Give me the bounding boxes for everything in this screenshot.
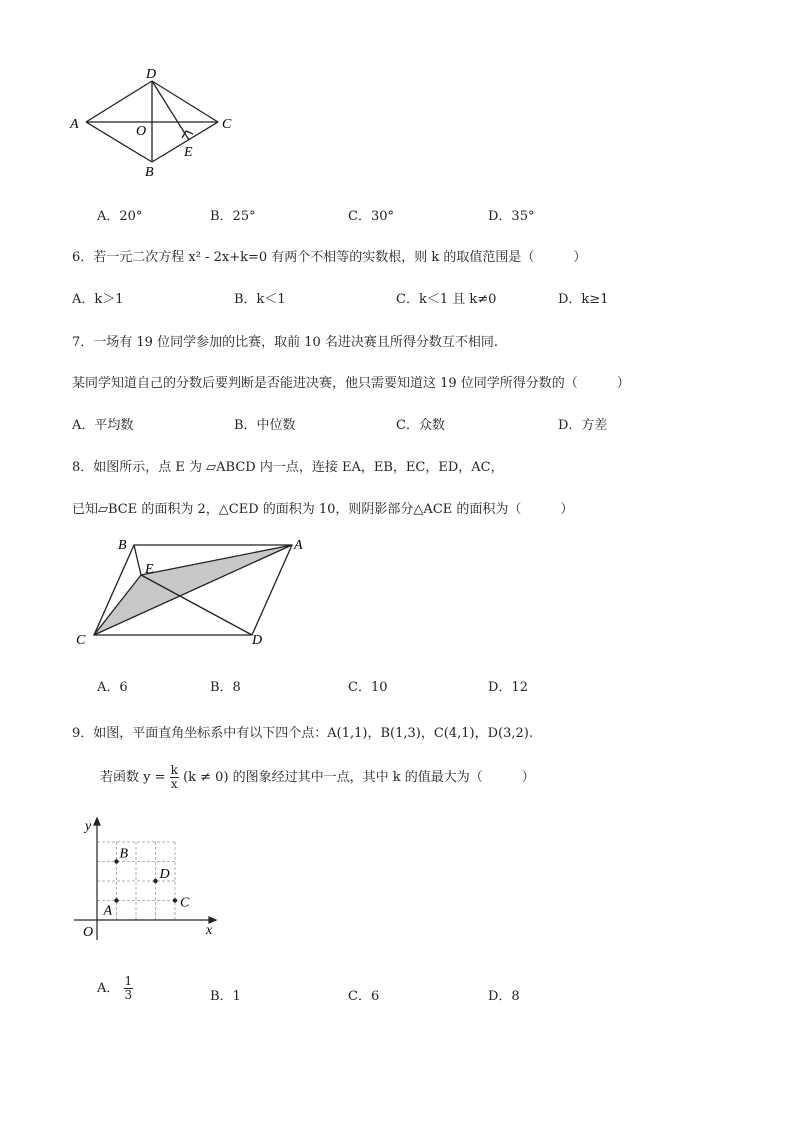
q7-option-c[interactable]: C．众数 (396, 418, 445, 433)
q9-option-d[interactable]: D．8 (488, 989, 520, 1004)
parallelogram-label-e: E (145, 562, 154, 577)
q8-stem-line2: 已知▱BCE 的面积为 2，△CED 的面积为 10，则阴影部分△ACE 的面积为（ ） (72, 502, 574, 517)
q9-option-b[interactable]: B．1 (210, 989, 241, 1004)
axis-label-x: x (206, 923, 213, 938)
q9-stem-line2 (100, 764, 535, 791)
rhombus-label-b: B (145, 165, 154, 180)
q9-option-c[interactable]: C．6 (348, 989, 380, 1004)
q6-option-c[interactable]: C．k＜1 且 k≠0 (396, 292, 497, 307)
point-c (173, 898, 177, 902)
point-label-b: B (119, 846, 129, 862)
rhombus-label-a: A (70, 117, 79, 132)
q5-option-c[interactable]: C．30° (348, 209, 394, 224)
origin-label-o: O (83, 925, 94, 940)
point-label-c: C (180, 895, 190, 911)
q9-stem-line1: 9．如图，平面直角坐标系中有以下四个点：A(1,1)，B(1,3)，C(4,1)，D(3,2). (72, 726, 533, 741)
parallelogram-figure (70, 532, 320, 652)
q9-function-suffix: (k ≠ 0) 的图象经过其中一点，其中 k 的值最大为（ ） (183, 770, 535, 785)
q9-option-a-fraction (124, 975, 134, 1002)
parallelogram-label-b: B (118, 538, 127, 553)
q6-option-d[interactable]: D．k≥1 (558, 292, 609, 307)
q6-option-b[interactable]: B．k＜1 (234, 292, 286, 307)
rhombus-label-e: E (184, 145, 193, 160)
rhombus-label-o: O (136, 124, 147, 139)
coordinate-grid-figure (66, 812, 226, 942)
parallelogram-label-c: C (76, 633, 86, 648)
q6-option-a[interactable]: A．k＞1 (72, 292, 124, 307)
q5-option-b[interactable]: B．25° (210, 209, 256, 224)
q9-option-a-den: 3 (124, 988, 133, 1002)
q7-option-a[interactable]: A．平均数 (72, 418, 134, 433)
q9-option-a-num: 1 (124, 974, 133, 988)
q9-option-a[interactable] (97, 975, 133, 1002)
point-d (153, 879, 157, 883)
q8-option-a[interactable]: A．6 (97, 680, 128, 695)
rhombus-figure (60, 60, 250, 185)
q5-option-a[interactable]: A．20° (97, 209, 143, 224)
q7-option-b[interactable]: B．中位数 (234, 418, 296, 433)
q9-function-prefix: 若函数 y = (100, 770, 166, 785)
q9-option-a-prefix: A． (97, 981, 120, 996)
q5-option-d[interactable]: D．35° (488, 209, 535, 224)
q9-fraction-den: x (170, 777, 178, 791)
q8-option-c[interactable]: C．10 (348, 680, 388, 695)
q9-fraction-num: k (170, 763, 178, 777)
q8-stem-line1: 8．如图所示，点 E 为 ▱ABCD 内一点，连接 EA，EB，EC，ED，AC， (72, 460, 504, 475)
q7-option-d[interactable]: D．方差 (558, 418, 608, 433)
parallelogram-label-a: A (294, 538, 303, 553)
parallelogram-label-d: D (252, 633, 263, 648)
rhombus-label-c: C (222, 117, 232, 132)
point-a (114, 898, 118, 902)
q6-stem: 6．若一元二次方程 x² - 2x+k=0 有两个不相等的实数根，则 k 的取值范围是（ ） (72, 250, 587, 265)
q9-fraction (170, 764, 179, 791)
q7-stem-line2: 某同学知道自己的分数后要判断是否能进决赛，他只需要知道这 19 位同学所得分数的（ ） (72, 376, 630, 391)
q8-option-d[interactable]: D．12 (488, 680, 528, 695)
rhombus-label-d: D (146, 67, 157, 82)
point-label-d: D (159, 867, 170, 882)
point-b (114, 859, 118, 863)
q7-stem-line1: 7．一场有 19 位同学参加的比赛，取前 10 名进决赛且所得分数互不相同. (72, 335, 499, 350)
q8-option-b[interactable]: B．8 (210, 680, 241, 695)
point-label-a: A (103, 903, 113, 919)
axis-label-y: y (85, 819, 92, 834)
